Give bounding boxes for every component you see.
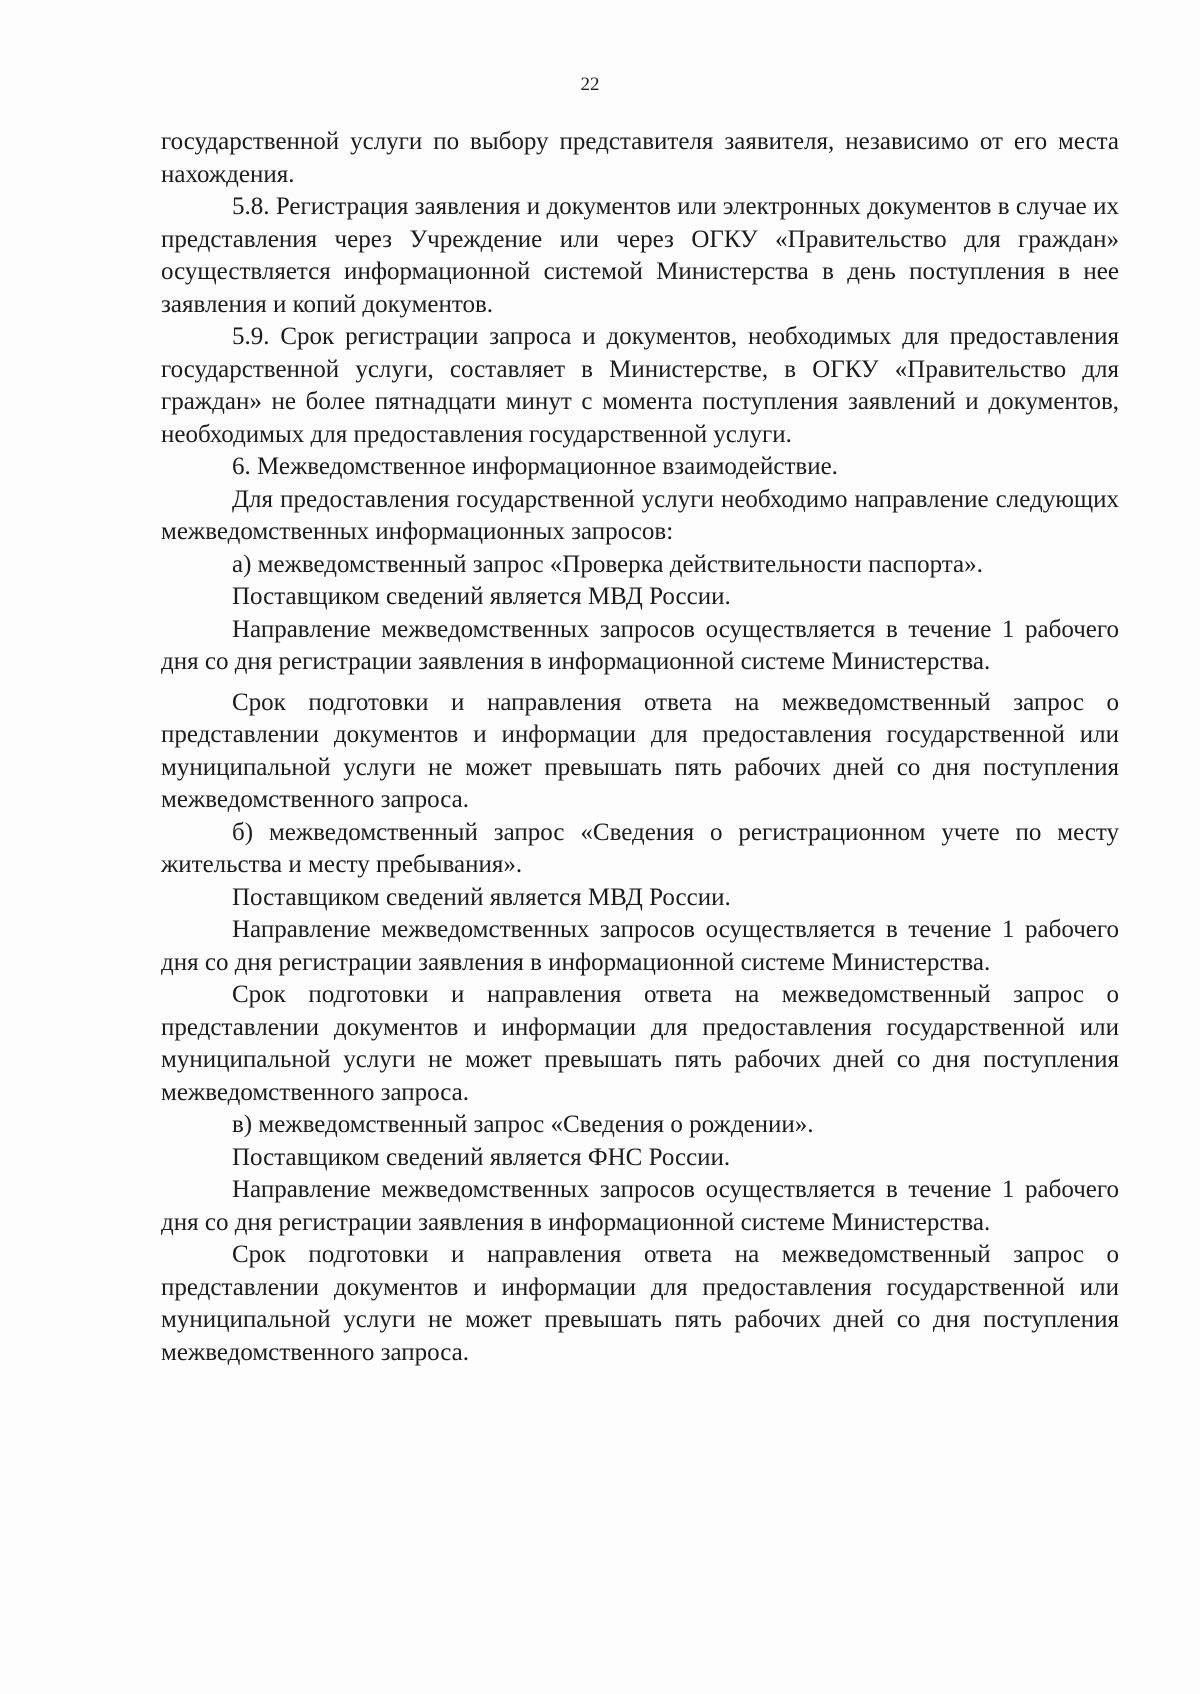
request-b-direction: Направление межведомственных запросов осуществляется в течение 1 рабочего дня со дня регистрации заявления в информационной системе Министерства. — [161, 916, 1119, 976]
section-6-heading: 6. Межведомственное информационное взаимодействие. — [232, 453, 838, 480]
paragraph-1: государственной услуги по выбору представителя заявителя, независимо от его места нахождения. — [161, 128, 1119, 188]
request-c-title: в) межведомственный запрос «Сведения о рождении». — [232, 1111, 814, 1138]
request-c-direction: Направление межведомственных запросов осуществляется в течение 1 рабочего дня со дня регистрации заявления в информационной системе Министерства. — [161, 1176, 1119, 1236]
request-c-deadline: Срок подготовки и направления ответа на межведомственный запрос о представлении документов и информации для предоставления государственной или муниципальной услуги не может превышать пять рабочих дней со дня поступления межведомственного запроса. — [161, 1241, 1119, 1366]
document-body — [161, 126, 1119, 1369]
page-number: 22 — [580, 74, 600, 95]
request-b-title: б) межведомственный запрос «Сведения о регистрационном учете по месту жительства и месту пребывания». — [161, 818, 1119, 878]
request-a-deadline: Срок подготовки и направления ответа на межведомственный запрос о представлении документов и информации для предоставления государственной или муниципальной услуги не может превышать пять рабочих дней со дня поступления межведомственного запроса. — [161, 688, 1119, 813]
request-a-direction: Направление межведомственных запросов осуществляется в течение 1 рабочего дня со дня регистрации заявления в информационной системе Министерства. — [161, 615, 1119, 675]
request-b-provider: Поставщиком сведений является МВД России. — [232, 883, 731, 911]
request-a-title: а) межведомственный запрос «Проверка действительности паспорта». — [232, 550, 983, 578]
paragraph-5-9: 5.9. Срок регистрации запроса и документов, необходимых для предоставления государственной услуги, составляет в Министерстве, в ОГКУ «Правительство для граждан» не более пятнадцати минут с момента поступления заявлений и документов, необходимых для предоставления государственной услуги. — [161, 323, 1119, 448]
paragraph-5-8: 5.8. Регистрация заявления и документов или электронных документов в случае их представления через Учреждение или через ОГКУ «Правительство для граждан» осуществляется информационной системой Министерства в день поступления в нее заявления и копий документов. — [161, 193, 1119, 318]
request-b-deadline: Срок подготовки и направления ответа на межведомственный запрос о представлении документов и информации для предоставления государственной или муниципальной услуги не может превышать пять рабочих дней со дня поступления межведомственного запроса. — [161, 981, 1119, 1106]
request-c-provider: Поставщиком сведений является ФНС России. — [232, 1143, 731, 1171]
paragraph-requests-intro: Для предоставления государственной услуги необходимо направление следующих межведомственных информационных запросов: — [161, 485, 1119, 545]
request-a-provider: Поставщиком сведений является МВД России. — [232, 583, 731, 610]
